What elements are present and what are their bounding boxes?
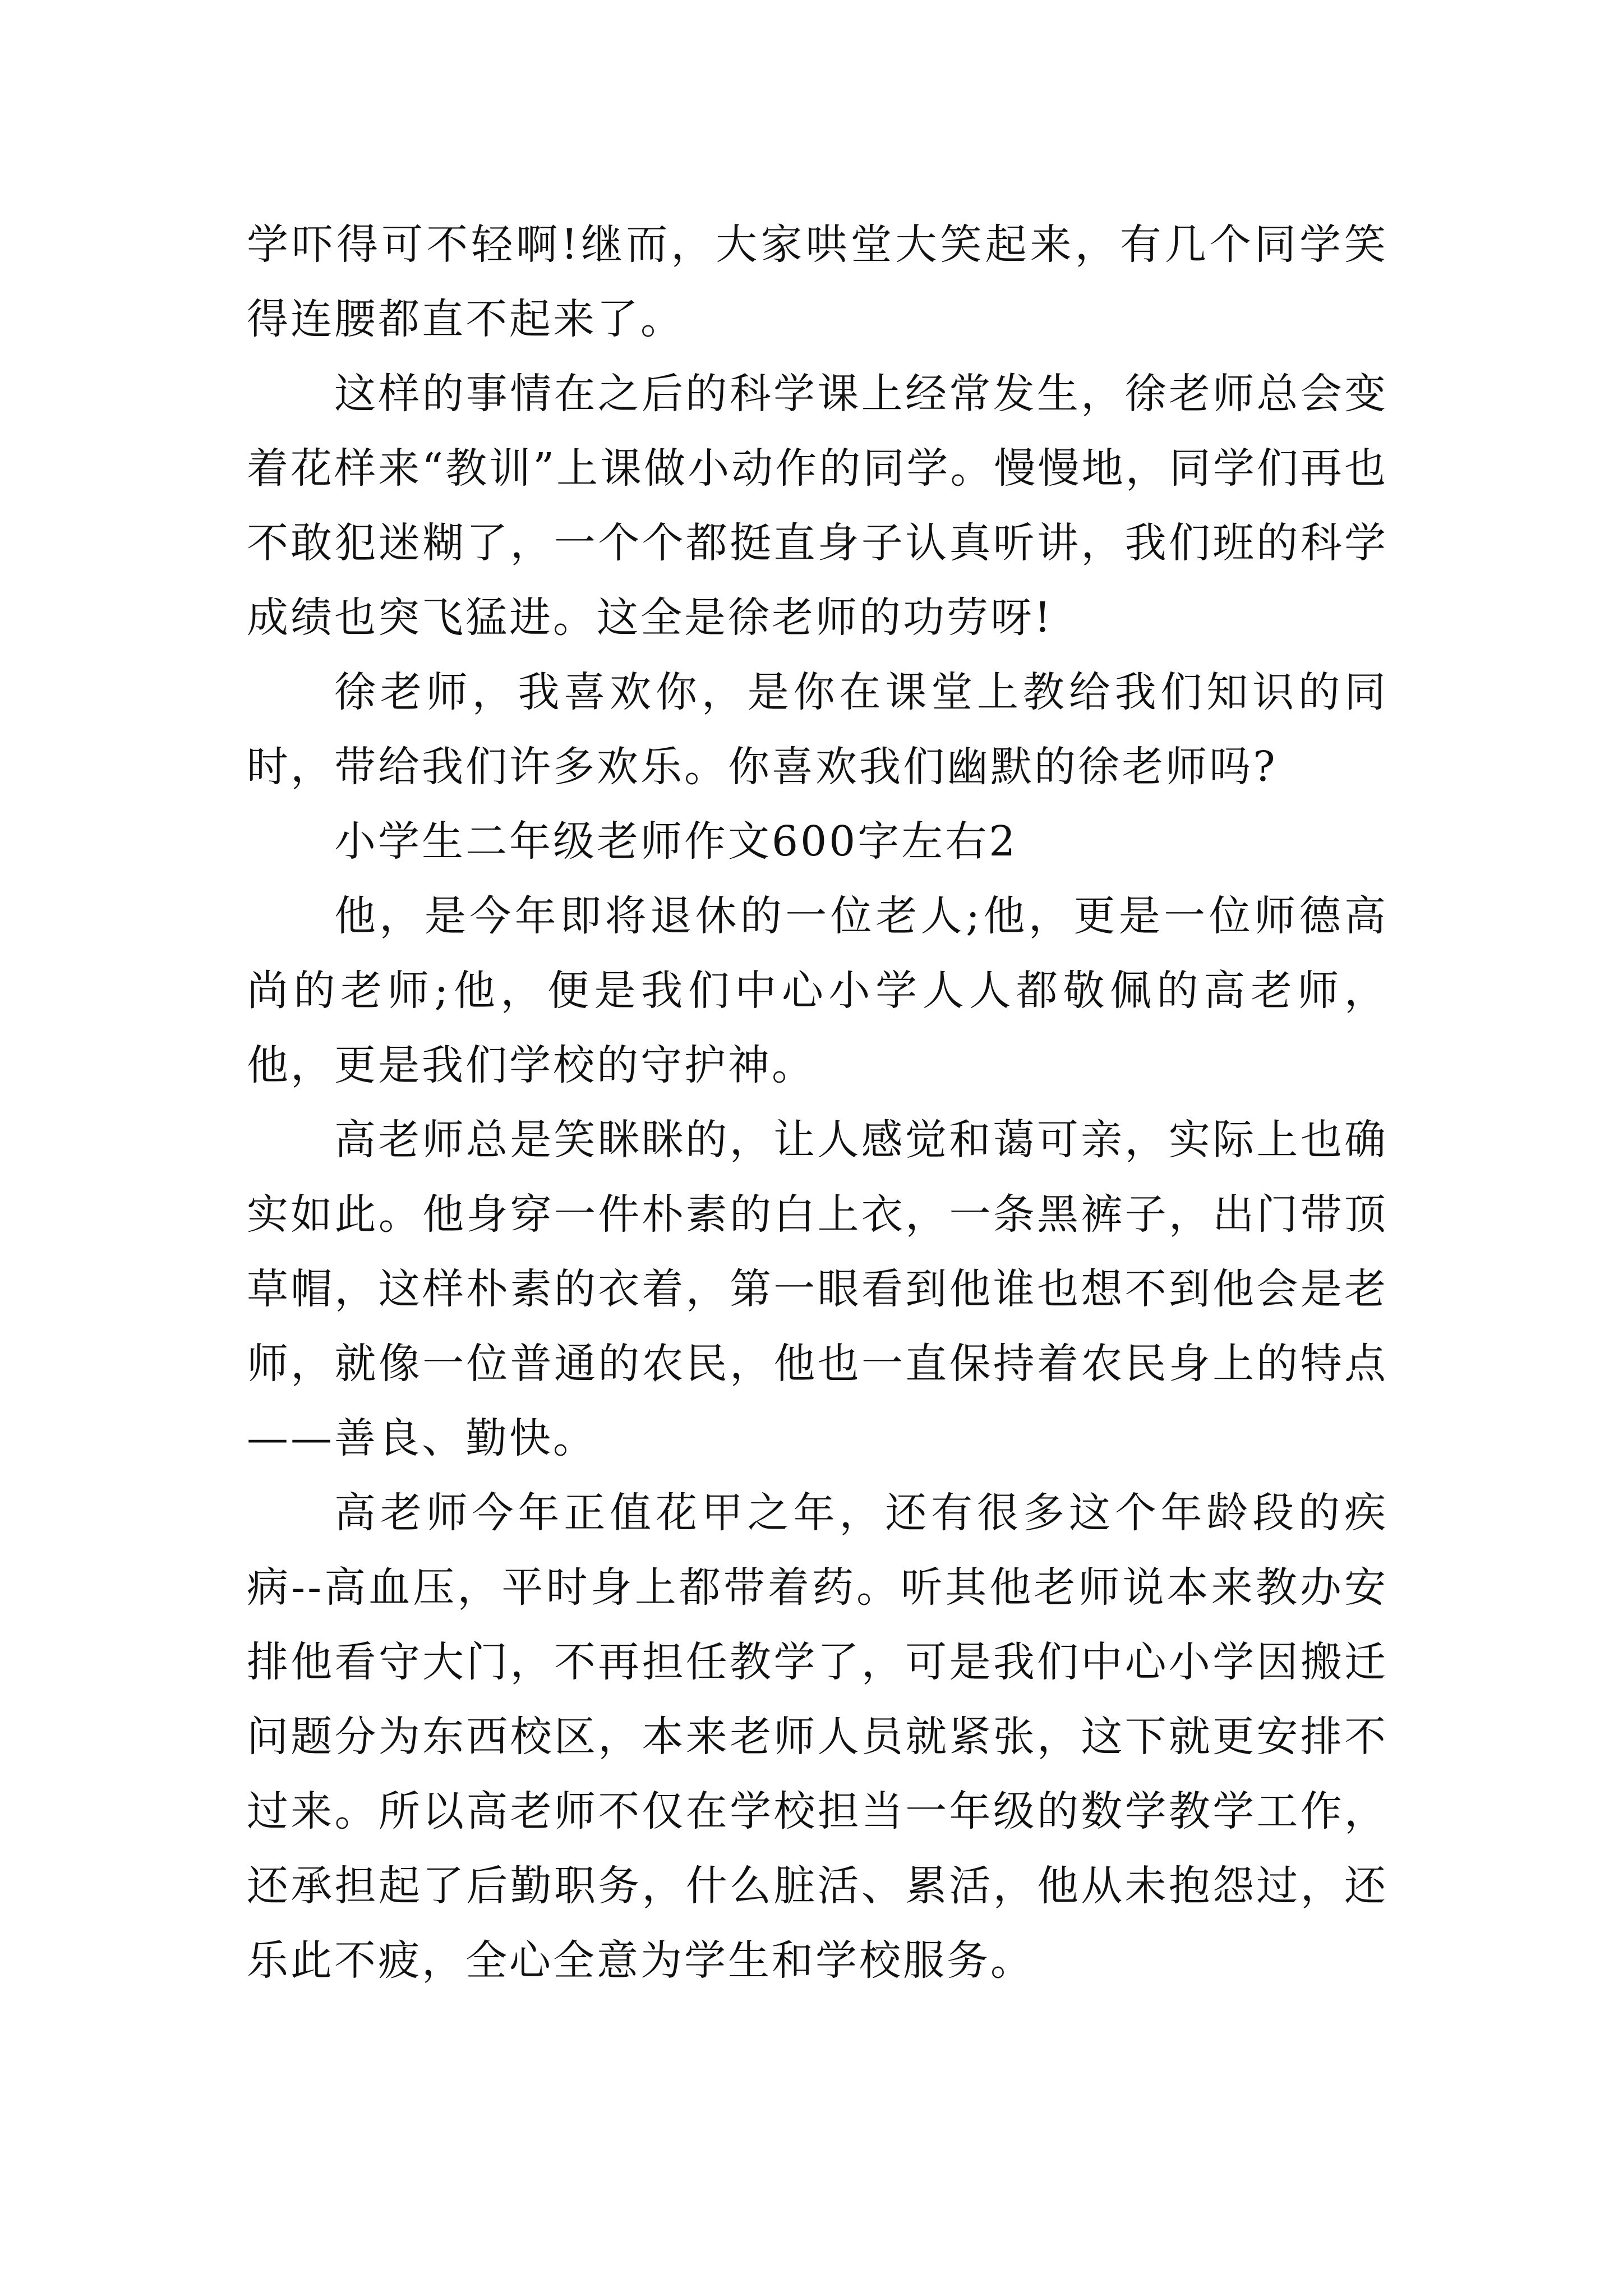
paragraph: 高老师总是笑眯眯的，让人感觉和蔼可亲，实际上也确实如此。他身穿一件朴素的白上衣，一条黑裤子，出门带顶草帽，这样朴素的衣着，第一眼看到他谁也想不到他会是老师，就像一位普通的农民，他也一直保持着农民身上的特点——善良、勤快。 [247, 1116, 1388, 1462]
essay-body [247, 208, 1388, 1998]
paragraph: 高老师今年正值花甲之年，还有很多这个年龄段的疾病--高血压，平时身上都带着药。听其他老师说本来教办安排他看守大门，不再担任教学了，可是我们中心小学因搬迁问题分为东西校区，本来老师人员就紧张，这下就更安排不过来。所以高老师不仅在学校担当一年级的数学教学工作，还承担起了后勤职务，什么脏活、累活，他从未抱怨过，还乐此不疲，全心全意为学生和学校服务。 [247, 1489, 1388, 1985]
paragraph-continuation: 学吓得可不轻啊!继而，大家哄堂大笑起来，有几个同学笑得连腰都直不起来了。 [247, 220, 1388, 343]
paragraph: 徐老师，我喜欢你，是你在课堂上教给我们知识的同时，带给我们许多欢乐。你喜欢我们幽默的徐老师吗? [247, 668, 1388, 791]
essay-heading: 小学生二年级老师作文600字左右2 [334, 817, 1018, 866]
paragraph: 他，是今年即将退休的一位老人;他，更是一位师德高尚的老师;他，便是我们中心小学人人都敬佩的高老师，他，更是我们学校的守护神。 [247, 892, 1388, 1089]
paragraph: 这样的事情在之后的科学课上经常发生，徐老师总会变着花样来“教训”上课做小动作的同学。慢慢地，同学们再也不敢犯迷糊了，一个个都挺直身子认真听讲，我们班的科学成绩也突飞猛进。这全是徐老师的功劳呀! [247, 370, 1388, 642]
